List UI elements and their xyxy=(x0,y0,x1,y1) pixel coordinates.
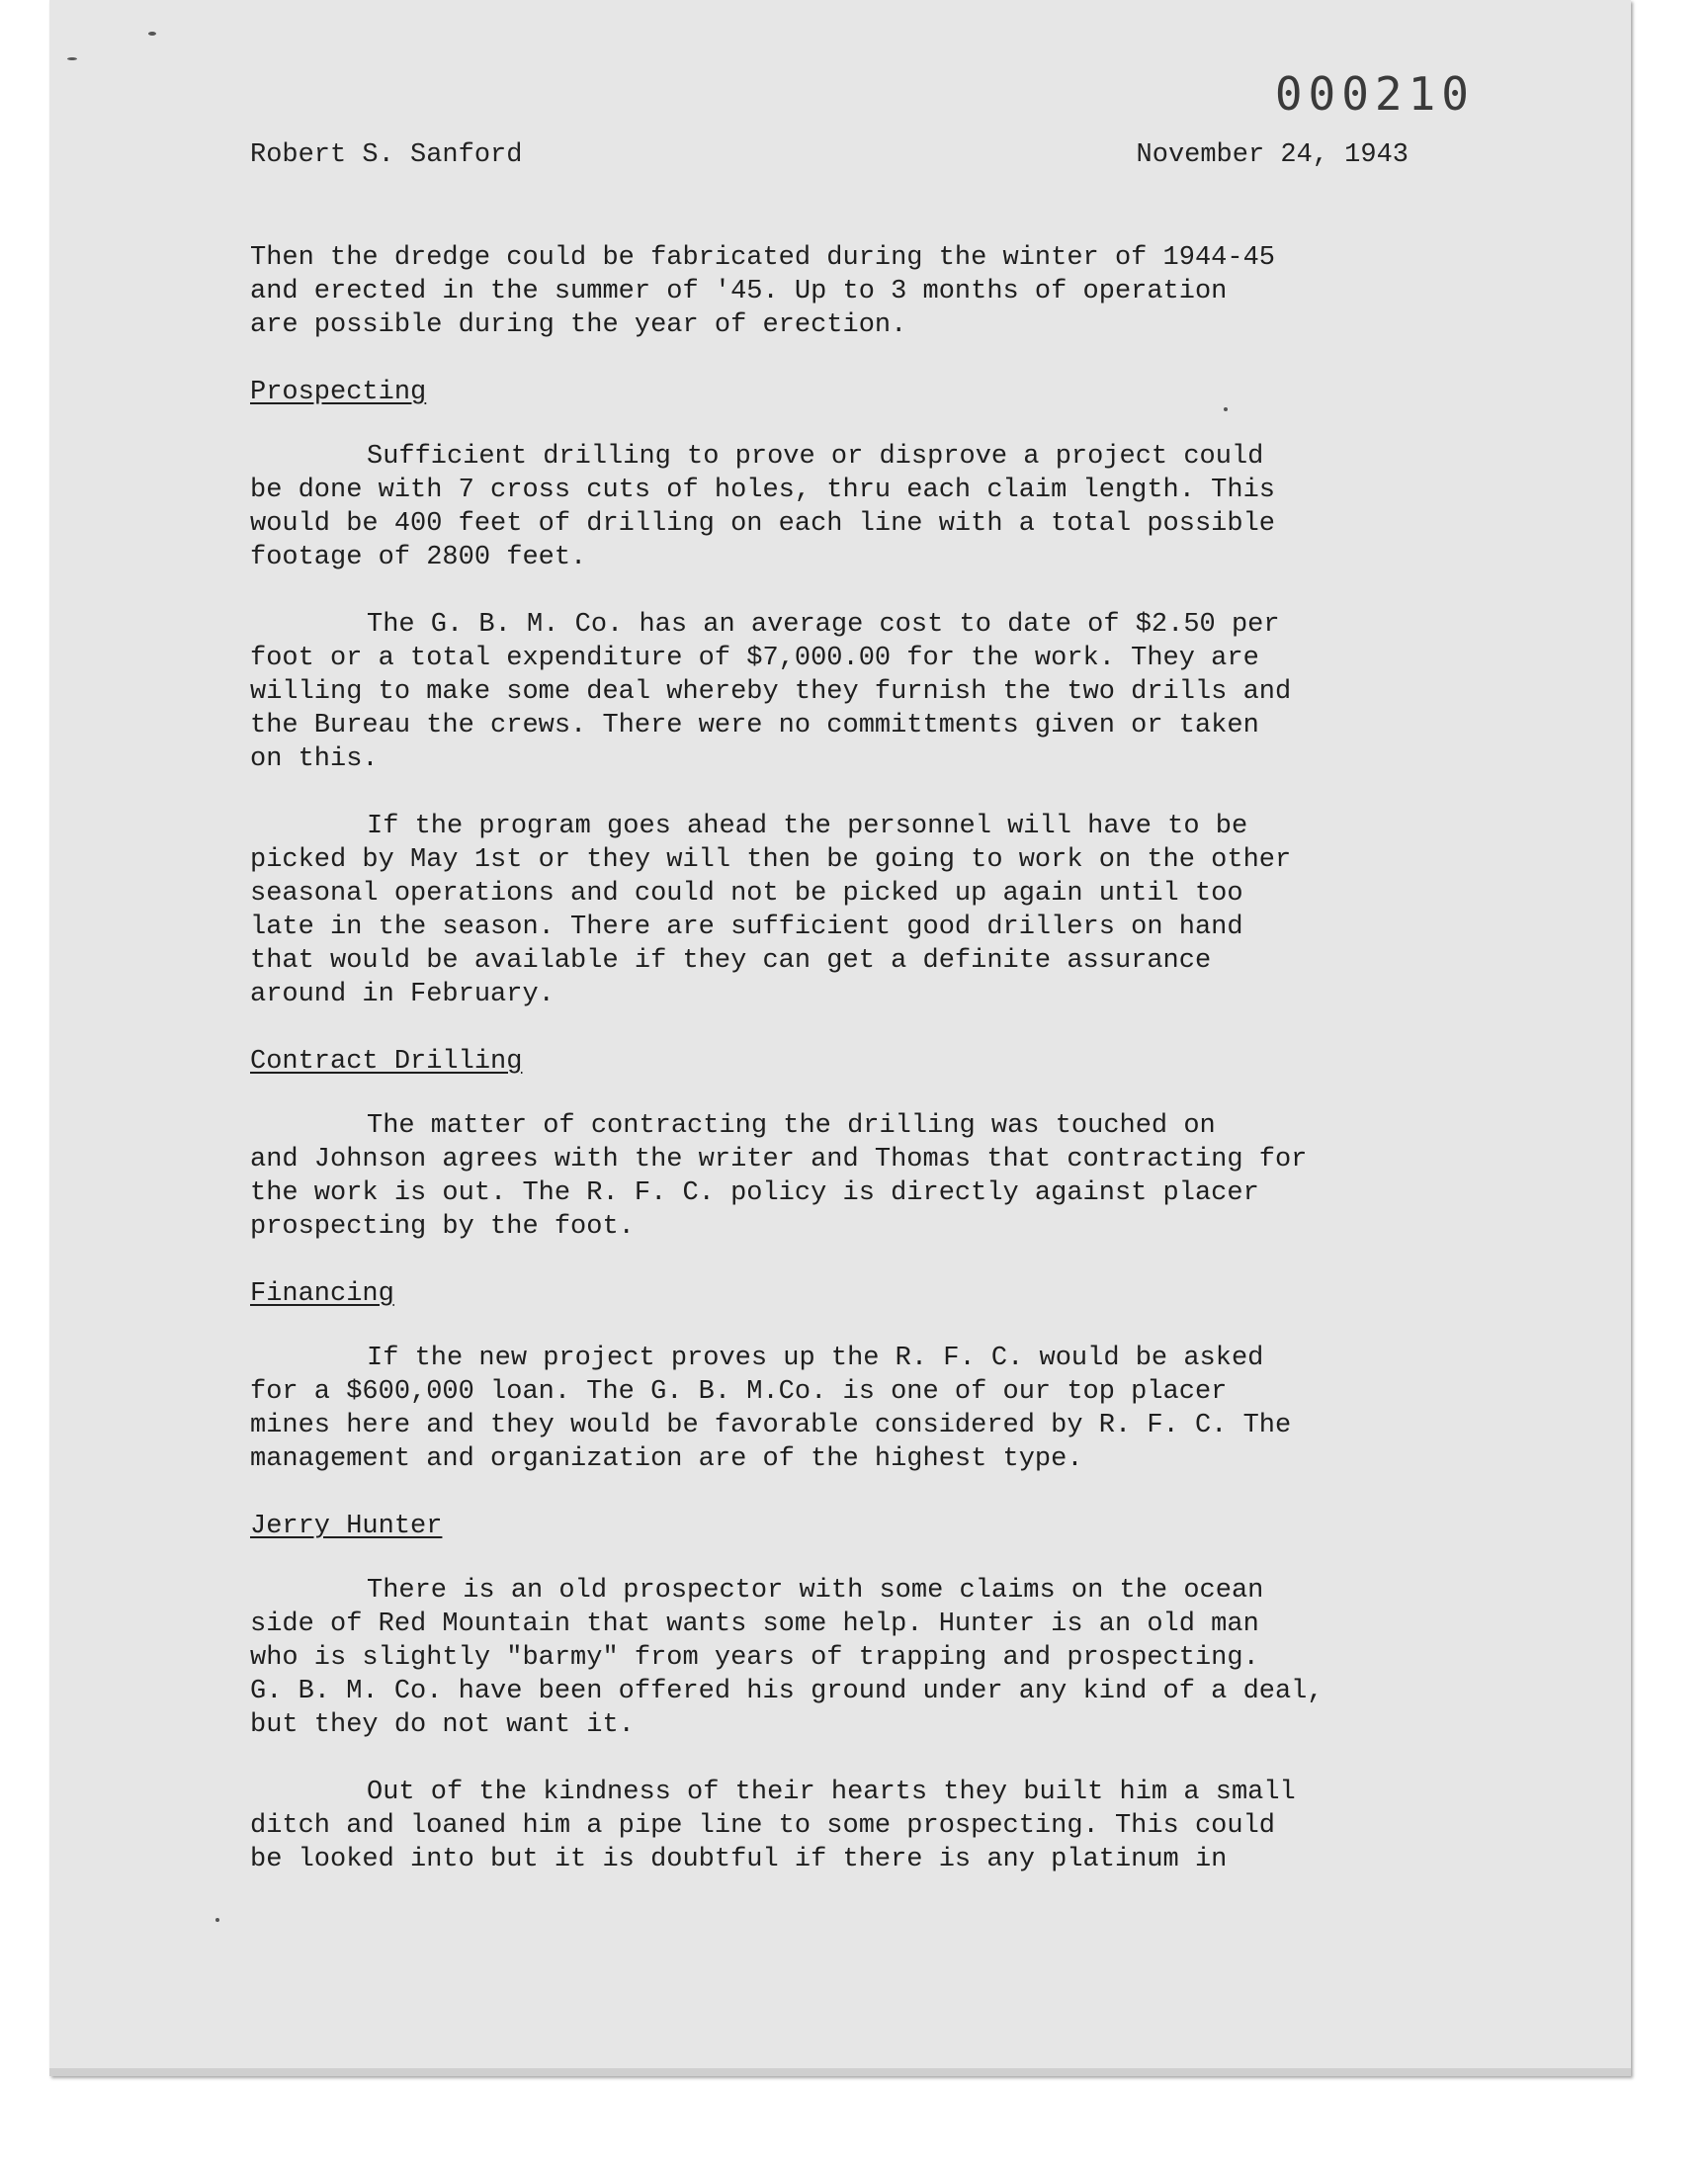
scan-speck xyxy=(1224,407,1228,411)
paragraph: There is an old prospector with some claims on the ocean side of Red Mountain that wants some help. Hunter is an old man who is slightly "barmy" from years of trapping and prospecting. G. B. M. Co. have been offered his ground under any kind of a deal, but they do not want it. xyxy=(250,1576,1324,1740)
section-contract-drilling xyxy=(250,1045,1436,1244)
section-prospecting xyxy=(250,376,1436,1011)
document-page xyxy=(49,0,1631,2076)
section-heading: Jerry Hunter xyxy=(250,1512,443,1541)
paragraph: If the program goes ahead the personnel will have to be picked by May 1st or they will then be going to work on the other seasonal operations and could not be picked up again until too late in the season. There are sufficient good drillers on hand that would be available if they can get a definite assurance around in February. xyxy=(250,812,1292,1009)
letter-date: November 24, 1943 xyxy=(1136,140,1409,170)
paragraph: Out of the kindness of their hearts they built him a small ditch and loaned him a pipe line to some prospecting. This could be looked into but it is doubtful if there is any platinum in xyxy=(250,1778,1296,1874)
section-intro xyxy=(250,241,1436,342)
paragraph: Then the dredge could be fabricated during the winter of 1944-45 and erected in the summer of '45. Up to 3 months of operation are possible during the year of erection. xyxy=(250,243,1275,340)
section-heading: Contract Drilling xyxy=(250,1047,523,1077)
scan-speck xyxy=(67,57,77,60)
scan-speck xyxy=(215,1918,219,1922)
paragraph: If the new project proves up the R. F. C. would be asked for a $600,000 loan. The G. B. M.Co. is one of our top placer mines here and they would be favorable considered by R. F. C. The management and organization are of the highest type. xyxy=(250,1344,1292,1474)
document-number-stamp: 000210 xyxy=(1274,67,1475,121)
paragraph: The matter of contracting the drilling was touched on and Johnson agrees with the writer and Thomas that contracting for the work is out. The R. F. C. policy is directly against placer prospecting by the foot. xyxy=(250,1111,1308,1242)
section-financing xyxy=(250,1277,1436,1476)
scan-speck xyxy=(148,32,156,36)
section-heading: Prospecting xyxy=(250,378,427,407)
author-name: Robert S. Sanford xyxy=(250,140,523,170)
section-heading: Financing xyxy=(250,1279,394,1309)
paragraph: The G. B. M. Co. has an average cost to date of $2.50 per foot or a total expenditure of $7,000.00 for the work. They are willing to make some deal whereby they furnish the two drills and the Bureau the crews. There were no committments given or taken on this. xyxy=(250,610,1292,774)
section-jerry-hunter xyxy=(250,1510,1436,1876)
letter-body xyxy=(250,241,1436,1910)
paragraph: Sufficient drilling to prove or disprove a project could be done with 7 cross cuts of holes, thru each claim length. This would be 400 feet of drilling on each line with a total possible footage of 2800 feet. xyxy=(250,442,1275,572)
